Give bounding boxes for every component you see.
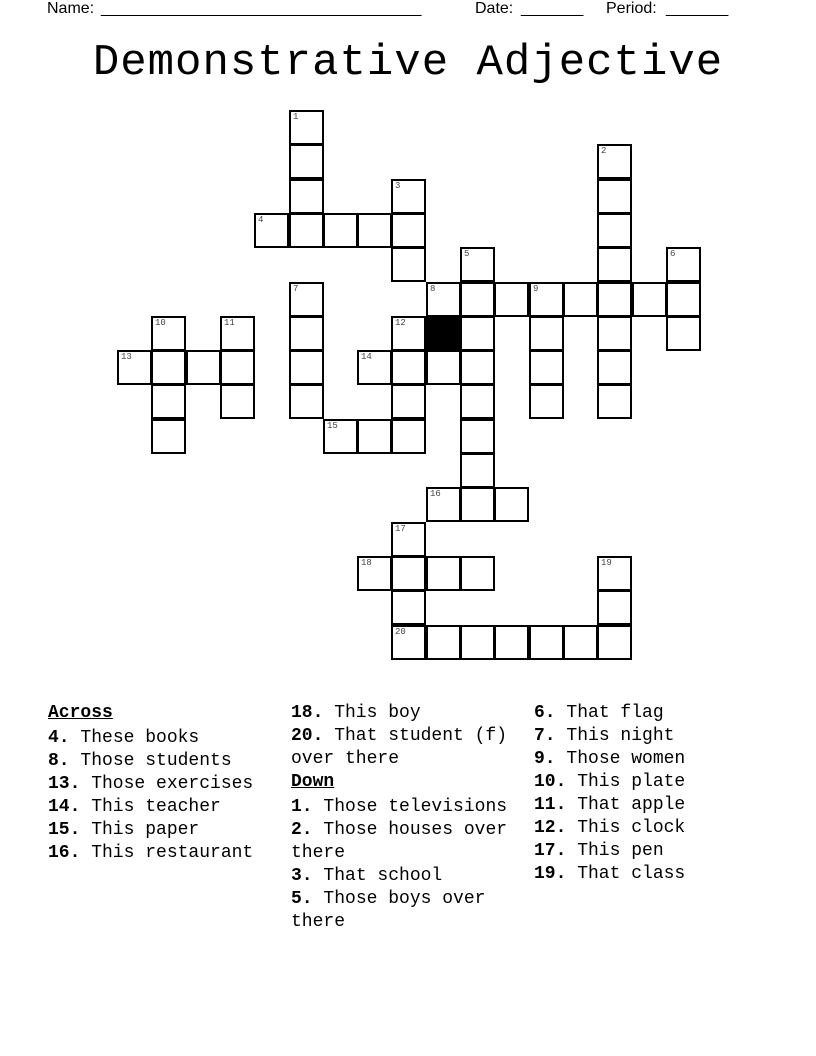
clue-text: That student (f) over there (291, 726, 508, 769)
cell-number: 12 (395, 318, 406, 328)
grid-cell[interactable] (220, 350, 255, 385)
cell-number: 6 (670, 249, 676, 259)
grid-cell[interactable] (254, 213, 289, 248)
clue-number: 14. (48, 797, 81, 817)
grid-cell[interactable] (391, 316, 426, 351)
grid-cell[interactable] (597, 316, 632, 351)
grid-cell[interactable] (426, 350, 461, 385)
grid-cell[interactable] (289, 316, 324, 351)
across-clue (291, 702, 521, 725)
cell-number: 14 (361, 352, 372, 362)
grid-cell[interactable] (289, 144, 324, 179)
cell-number: 5 (464, 249, 470, 259)
clue-column-1 (48, 702, 278, 865)
clue-text: This pen (566, 841, 664, 861)
grid-cell[interactable] (289, 179, 324, 214)
clue-number: 7. (534, 726, 556, 746)
period-label: Period: (606, 0, 657, 17)
grid-cell[interactable] (220, 316, 255, 351)
cell-number: 9 (533, 284, 539, 294)
grid-cell[interactable] (323, 213, 358, 248)
clue-text: This paper (80, 820, 200, 840)
cell-number: 4 (258, 215, 264, 225)
grid-cell[interactable] (597, 350, 632, 385)
grid-cell[interactable] (426, 625, 461, 660)
clue-text: Those televisions (312, 797, 508, 817)
clue-text: Those boys over there (291, 889, 486, 932)
clue-column-3 (534, 702, 764, 886)
grid-cell[interactable] (597, 625, 632, 660)
grid-cell[interactable] (666, 282, 701, 317)
grid-cell[interactable] (391, 213, 426, 248)
clue-number: 11. (534, 795, 567, 815)
cell-number: 15 (327, 421, 338, 431)
clue-number: 16. (48, 843, 81, 863)
clue-number: 12. (534, 818, 567, 838)
grid-cell[interactable] (289, 350, 324, 385)
grid-cell[interactable] (391, 384, 426, 419)
clue-number: 13. (48, 774, 81, 794)
grid-cell[interactable] (289, 213, 324, 248)
down-heading: Down (291, 772, 335, 792)
grid-cell[interactable] (597, 590, 632, 625)
grid-cell[interactable] (460, 247, 495, 282)
clue-number: 3. (291, 866, 313, 886)
clue-text: That school (312, 866, 443, 886)
grid-cell[interactable] (494, 625, 529, 660)
grid-block (426, 316, 461, 351)
grid-cell[interactable] (460, 350, 495, 385)
clue-number: 15. (48, 820, 81, 840)
grid-cell[interactable] (289, 282, 324, 317)
grid-cell[interactable] (597, 247, 632, 282)
grid-cell[interactable] (426, 282, 461, 317)
clue-text: Those exercises (80, 774, 254, 794)
down-clue (291, 865, 521, 888)
clue-text: That class (566, 864, 686, 884)
down-clue (291, 796, 521, 819)
grid-cell[interactable] (289, 110, 324, 145)
grid-cell[interactable] (460, 556, 495, 591)
grid-cell[interactable] (460, 316, 495, 351)
across-clue (48, 727, 278, 750)
clue-text: That apple (566, 795, 686, 815)
clue-text: Those houses over there (291, 820, 508, 863)
grid-cell[interactable] (494, 282, 529, 317)
across-clue (291, 725, 521, 771)
clue-number: 4. (48, 728, 70, 748)
grid-cell[interactable] (289, 384, 324, 419)
clue-text: Those women (555, 749, 686, 769)
clue-number: 10. (534, 772, 567, 792)
grid-cell[interactable] (357, 350, 392, 385)
grid-cell[interactable] (151, 384, 186, 419)
grid-cell[interactable] (391, 419, 426, 454)
grid-cell[interactable] (460, 282, 495, 317)
cell-number: 1 (293, 112, 299, 122)
cell-number: 11 (224, 318, 235, 328)
clue-number: 6. (534, 703, 556, 723)
grid-cell[interactable] (460, 487, 495, 522)
grid-cell[interactable] (357, 213, 392, 248)
grid-cell[interactable] (597, 282, 632, 317)
cell-number: 3 (395, 181, 401, 191)
grid-cell[interactable] (460, 453, 495, 488)
grid-cell[interactable] (666, 247, 701, 282)
across-clue (48, 796, 278, 819)
grid-cell[interactable] (220, 384, 255, 419)
clue-text: That flag (555, 703, 664, 723)
name-blank[interactable]: ____________________________________ (101, 0, 422, 17)
down-clue (291, 819, 521, 865)
cell-number: 7 (293, 284, 299, 294)
down-clue (534, 702, 764, 725)
clue-text: This restaurant (80, 843, 254, 863)
grid-cell[interactable] (597, 556, 632, 591)
across-heading: Across (48, 703, 113, 723)
down-clue (534, 817, 764, 840)
down-clue (534, 840, 764, 863)
grid-cell[interactable] (529, 625, 564, 660)
across-clue (48, 842, 278, 865)
grid-cell[interactable] (460, 625, 495, 660)
grid-cell[interactable] (391, 625, 426, 660)
grid-cell[interactable] (357, 556, 392, 591)
clue-number: 2. (291, 820, 313, 840)
clue-number: 1. (291, 797, 313, 817)
down-clue (534, 725, 764, 748)
clue-number: 20. (291, 726, 324, 746)
grid-cell[interactable] (151, 419, 186, 454)
clue-number: 18. (291, 703, 324, 723)
grid-cell[interactable] (460, 419, 495, 454)
grid-cell[interactable] (391, 556, 426, 591)
across-clue (48, 819, 278, 842)
cell-number: 17 (395, 524, 406, 534)
period-blank[interactable]: _______ (666, 0, 729, 17)
grid-cell[interactable] (529, 384, 564, 419)
clue-text: This teacher (80, 797, 221, 817)
grid-cell[interactable] (357, 419, 392, 454)
grid-cell[interactable] (391, 590, 426, 625)
across-clue (48, 773, 278, 796)
clue-column-2 (291, 702, 521, 934)
grid-cell[interactable] (426, 487, 461, 522)
grid-cell[interactable] (391, 179, 426, 214)
clue-number: 19. (534, 864, 567, 884)
clue-number: 9. (534, 749, 556, 769)
name-label: Name: (47, 0, 95, 17)
grid-cell[interactable] (460, 384, 495, 419)
grid-cell[interactable] (529, 316, 564, 351)
grid-cell[interactable] (529, 282, 564, 317)
clue-text: This clock (566, 818, 686, 838)
grid-cell[interactable] (666, 316, 701, 351)
clue-number: 5. (291, 889, 313, 909)
grid-cell[interactable] (426, 556, 461, 591)
cell-number: 18 (361, 558, 372, 568)
date-blank[interactable]: _______ (521, 0, 584, 17)
grid-cell[interactable] (597, 213, 632, 248)
clue-text: These books (69, 728, 200, 748)
grid-cell[interactable] (151, 350, 186, 385)
grid-cell[interactable] (391, 350, 426, 385)
cell-number: 16 (430, 489, 441, 499)
cell-number: 20 (395, 627, 406, 637)
cell-number: 10 (155, 318, 166, 328)
clue-number: 8. (48, 751, 70, 771)
across-clue (48, 750, 278, 773)
grid-cell[interactable] (597, 179, 632, 214)
grid-cell[interactable] (186, 350, 221, 385)
cell-number: 8 (430, 284, 436, 294)
grid-cell[interactable] (117, 350, 152, 385)
down-clue (534, 771, 764, 794)
grid-cell[interactable] (494, 487, 529, 522)
grid-cell[interactable] (323, 419, 358, 454)
grid-cell[interactable] (529, 350, 564, 385)
clue-text: This night (555, 726, 675, 746)
grid-cell[interactable] (597, 144, 632, 179)
down-clue (291, 888, 521, 934)
grid-cell[interactable] (563, 625, 598, 660)
clue-text: This plate (566, 772, 686, 792)
cell-number: 2 (601, 146, 607, 156)
grid-cell[interactable] (151, 316, 186, 351)
cell-number: 13 (121, 352, 132, 362)
clue-text: This boy (323, 703, 421, 723)
clue-number: 17. (534, 841, 567, 861)
grid-cell[interactable] (391, 522, 426, 557)
grid-cell[interactable] (563, 282, 598, 317)
grid-cell[interactable] (597, 384, 632, 419)
clue-text: Those students (69, 751, 232, 771)
down-clue (534, 748, 764, 771)
date-label: Date: (475, 0, 514, 17)
grid-cell[interactable] (632, 282, 667, 317)
cell-number: 19 (601, 558, 612, 568)
grid-cell[interactable] (391, 247, 426, 282)
page-title: Demonstrative Adjective (92, 38, 724, 88)
down-clue (534, 863, 764, 886)
down-clue (534, 794, 764, 817)
